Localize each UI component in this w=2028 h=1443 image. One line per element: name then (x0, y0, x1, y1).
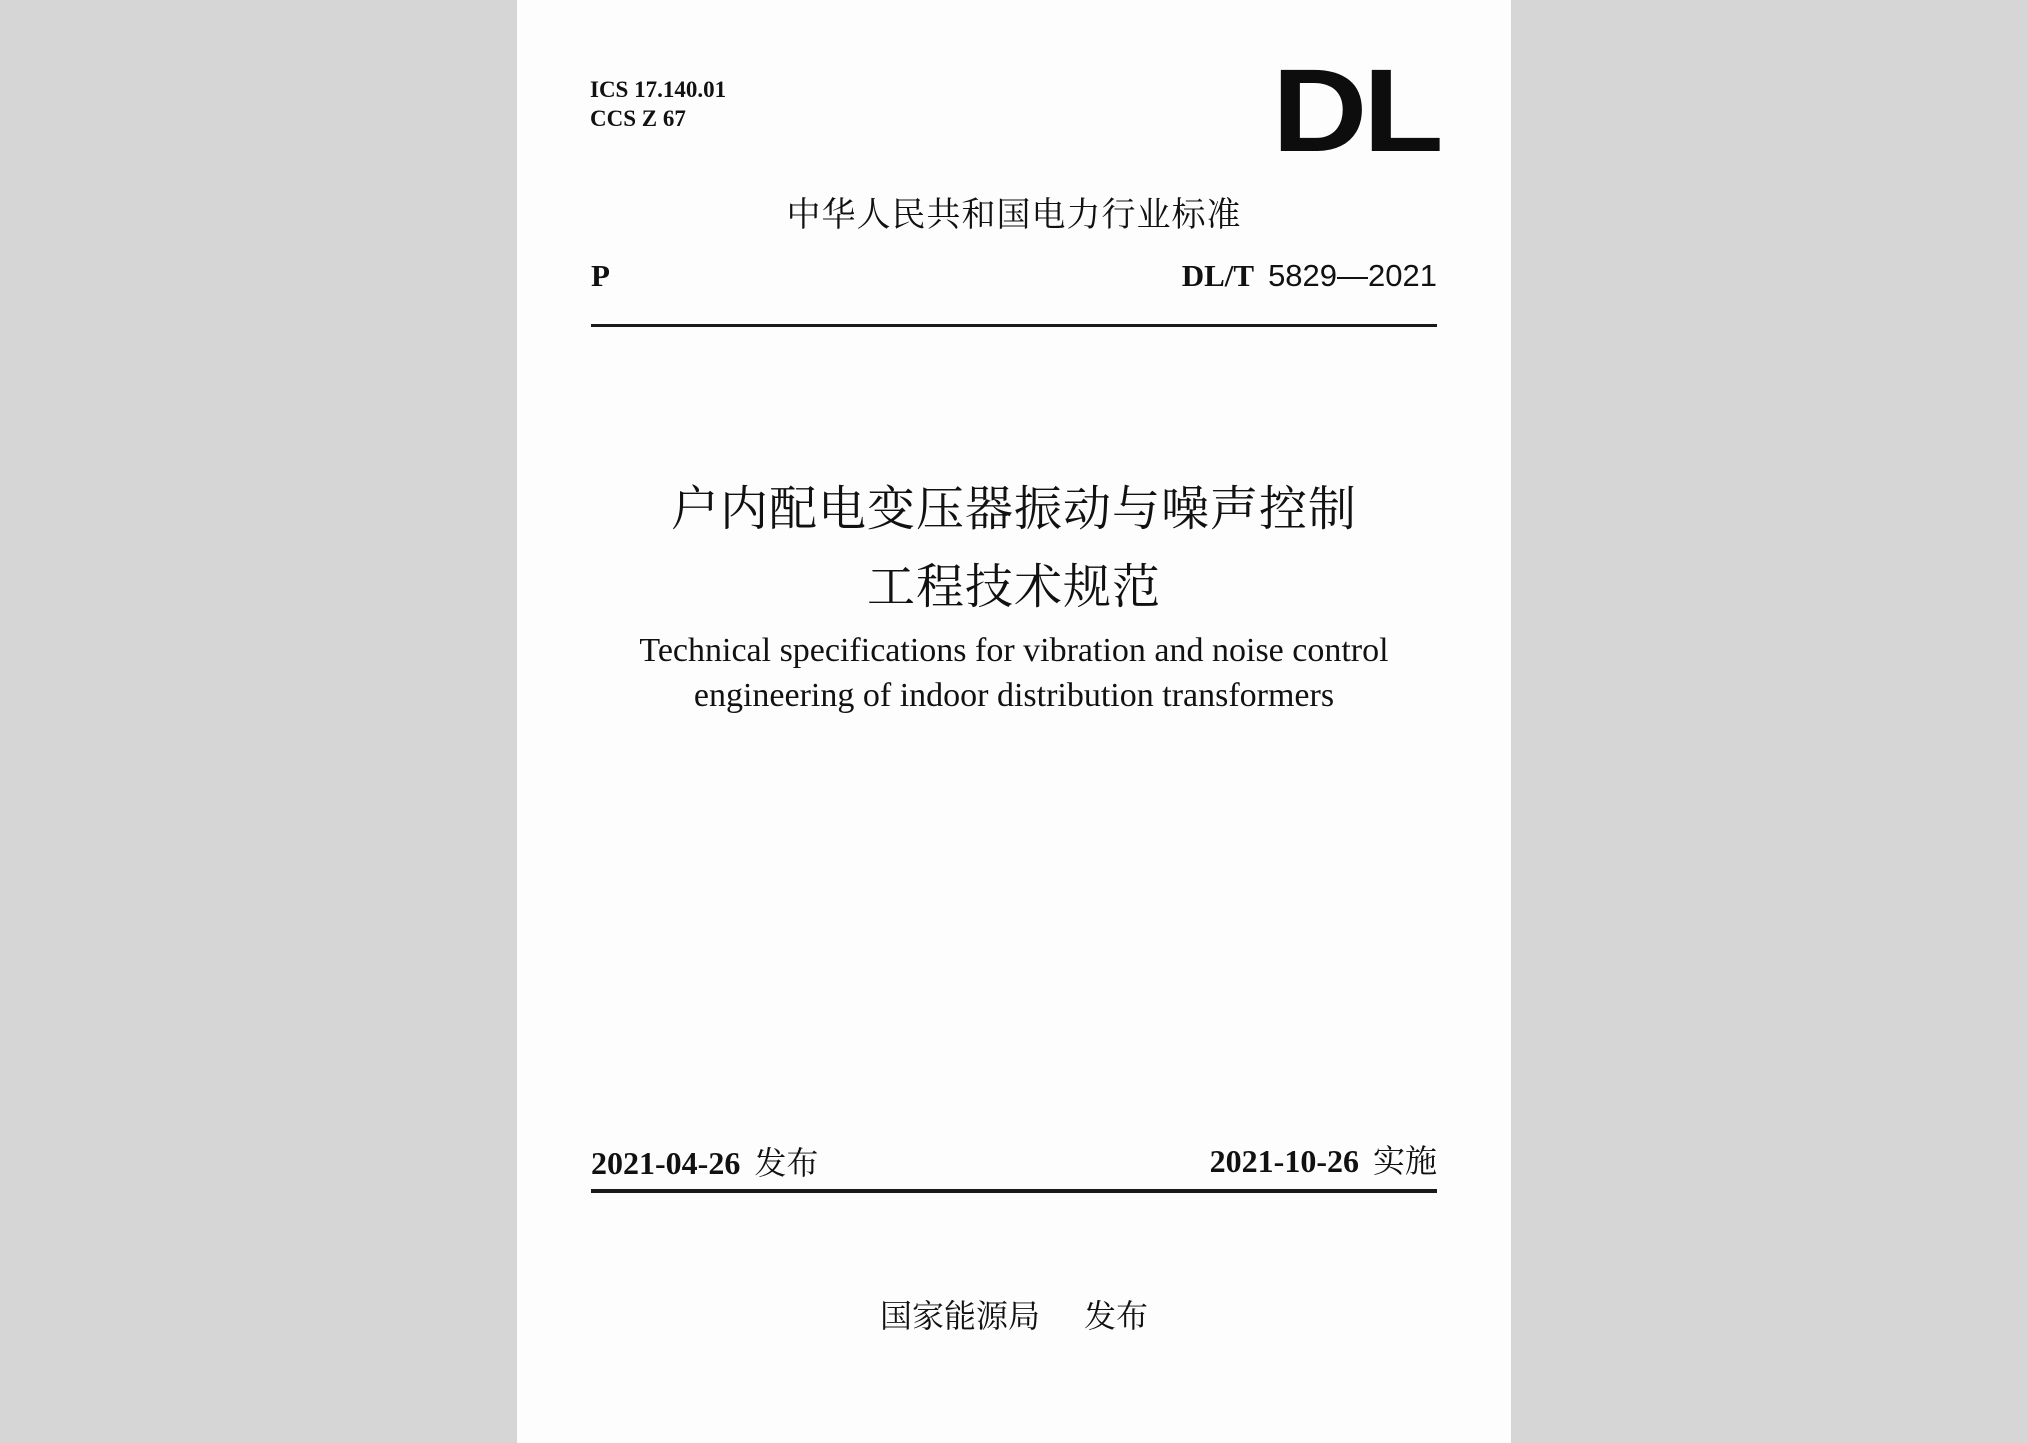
publisher-name: 国家能源局 (879, 1297, 1040, 1335)
standard-type-heading: 中华人民共和国电力行业标准 (786, 195, 1242, 235)
standard-code-number: 5829—2021 (1268, 258, 1437, 293)
issue-date (591, 1138, 818, 1184)
ccs-code: CCS Z 67 (590, 106, 686, 131)
category-letter: P (591, 258, 610, 293)
publisher-line (517, 1291, 1511, 1337)
title-cn-line1: 户内配电变压器振动与噪声控制 (670, 481, 1357, 537)
issue-date-label: 发布 (754, 1144, 819, 1182)
title-cn-line2: 工程技术规范 (866, 559, 1161, 615)
standard-code (1182, 258, 1437, 294)
classification-codes (590, 75, 726, 133)
standard-code-prefix: DL/T (1181, 258, 1255, 293)
issue-date-value: 2021-04-26 (591, 1145, 741, 1181)
dl-logo: DL (1272, 45, 1440, 177)
implementation-date-label: 实施 (1372, 1142, 1437, 1180)
ics-code: ICS 17.140.01 (590, 77, 727, 102)
bottom-divider (591, 1189, 1437, 1193)
top-divider (591, 324, 1437, 327)
implementation-date-value: 2021-10-26 (1209, 1143, 1359, 1179)
title-en-line2: engineering of indoor distribution transformers (693, 677, 1335, 714)
title-en-line1: Technical specifications for vibration and noise control (639, 632, 1389, 669)
implementation-date (1210, 1136, 1437, 1182)
document-page (517, 0, 1511, 1443)
publisher-action: 发布 (1084, 1297, 1149, 1335)
